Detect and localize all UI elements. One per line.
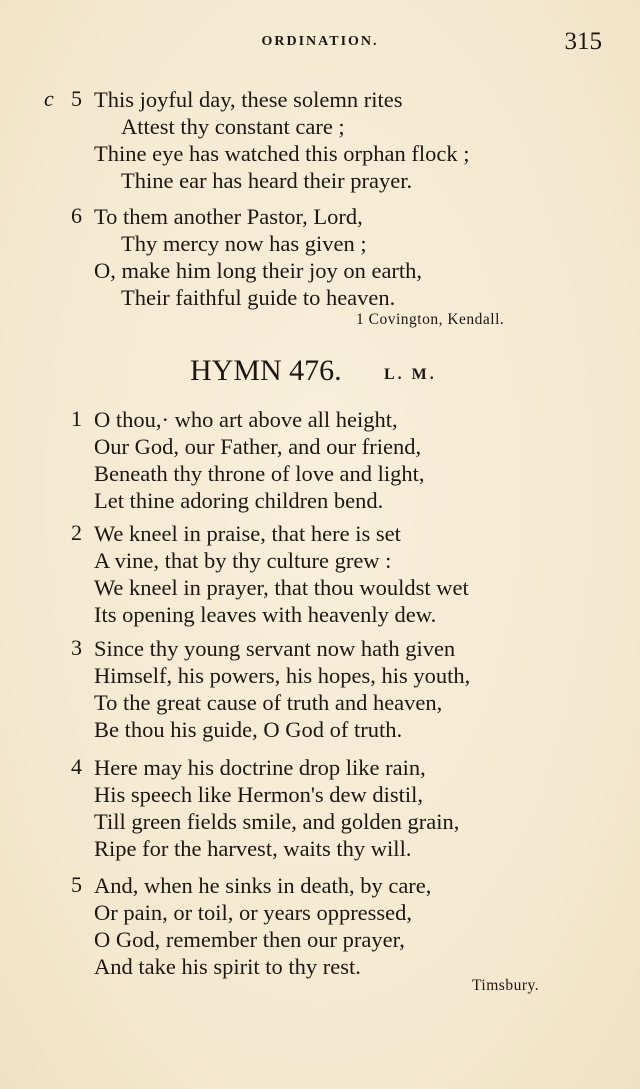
stanza-number: 3 bbox=[71, 635, 82, 660]
stanza-line: And take his spirit to thy rest. bbox=[94, 954, 361, 979]
stanza-number: 1 bbox=[71, 406, 82, 431]
stanza-line: To the great cause of truth and heaven, bbox=[94, 690, 443, 715]
stanza-line: Attest thy constant care ; bbox=[121, 114, 345, 139]
stanza-line: A vine, that by thy culture grew : bbox=[94, 548, 392, 573]
stanza-line: Himself, his powers, his hopes, his youth, bbox=[94, 663, 471, 688]
tune-name: Timsbury. bbox=[472, 977, 540, 994]
stanza-marker: c bbox=[44, 86, 54, 111]
stanza-number: 2 bbox=[71, 520, 82, 545]
stanza-number: 4 bbox=[71, 754, 82, 779]
stanza-number: 5 bbox=[71, 872, 82, 897]
stanza-number: 6 bbox=[71, 203, 82, 228]
stanza-line: Ripe for the harvest, waits thy will. bbox=[94, 836, 412, 861]
tune-attribution: 1 Covington, Kendall. bbox=[356, 311, 505, 328]
running-title: ORDINATION. bbox=[261, 34, 379, 49]
stanza-line: Be thou his guide, O God of truth. bbox=[94, 717, 403, 742]
stanza-line: To them another Pastor, Lord, bbox=[94, 204, 363, 229]
stanza-line: Thine ear has heard their prayer. bbox=[121, 168, 413, 193]
stanza-line: Since thy young servant now hath given bbox=[94, 636, 456, 661]
page-number: 315 bbox=[564, 28, 602, 55]
stanza-line: And, when he sinks in death, by care, bbox=[94, 873, 432, 898]
stanza-line: Thine eye has watched this orphan flock ; bbox=[94, 141, 470, 166]
stanza-line: We kneel in praise, that here is set bbox=[94, 521, 401, 546]
stanza-line: Beneath thy throne of love and light, bbox=[94, 461, 425, 486]
stanza-line: Thy mercy now has given ; bbox=[121, 231, 367, 256]
hymn-title: HYMN 476. bbox=[190, 354, 342, 387]
hymn-meter: L. M. bbox=[384, 366, 437, 383]
stanza-line: O thou,· who art above all height, bbox=[94, 407, 398, 432]
stanza-line: Its opening leaves with heavenly dew. bbox=[94, 602, 437, 627]
stanza-line: Our God, our Father, and our friend, bbox=[94, 434, 422, 459]
stanza-line: We kneel in prayer, that thou wouldst wet bbox=[94, 575, 469, 600]
stanza-line: This joyful day, these solemn rites bbox=[94, 87, 403, 112]
stanza-line: Till green fields smile, and golden grain, bbox=[94, 809, 460, 834]
stanza-line: O God, remember then our prayer, bbox=[94, 927, 405, 952]
stanza-line: Let thine adoring children bend. bbox=[94, 488, 384, 513]
stanza-line: Here may his doctrine drop like rain, bbox=[94, 755, 426, 780]
stanza-line: O, make him long their joy on earth, bbox=[94, 258, 423, 283]
stanza-line: Their faithful guide to heaven. bbox=[121, 285, 396, 310]
stanza-line: Or pain, or toil, or years oppressed, bbox=[94, 900, 413, 925]
stanza-number: 5 bbox=[71, 86, 82, 111]
stanza-line: His speech like Hermon's dew distil, bbox=[94, 782, 423, 807]
